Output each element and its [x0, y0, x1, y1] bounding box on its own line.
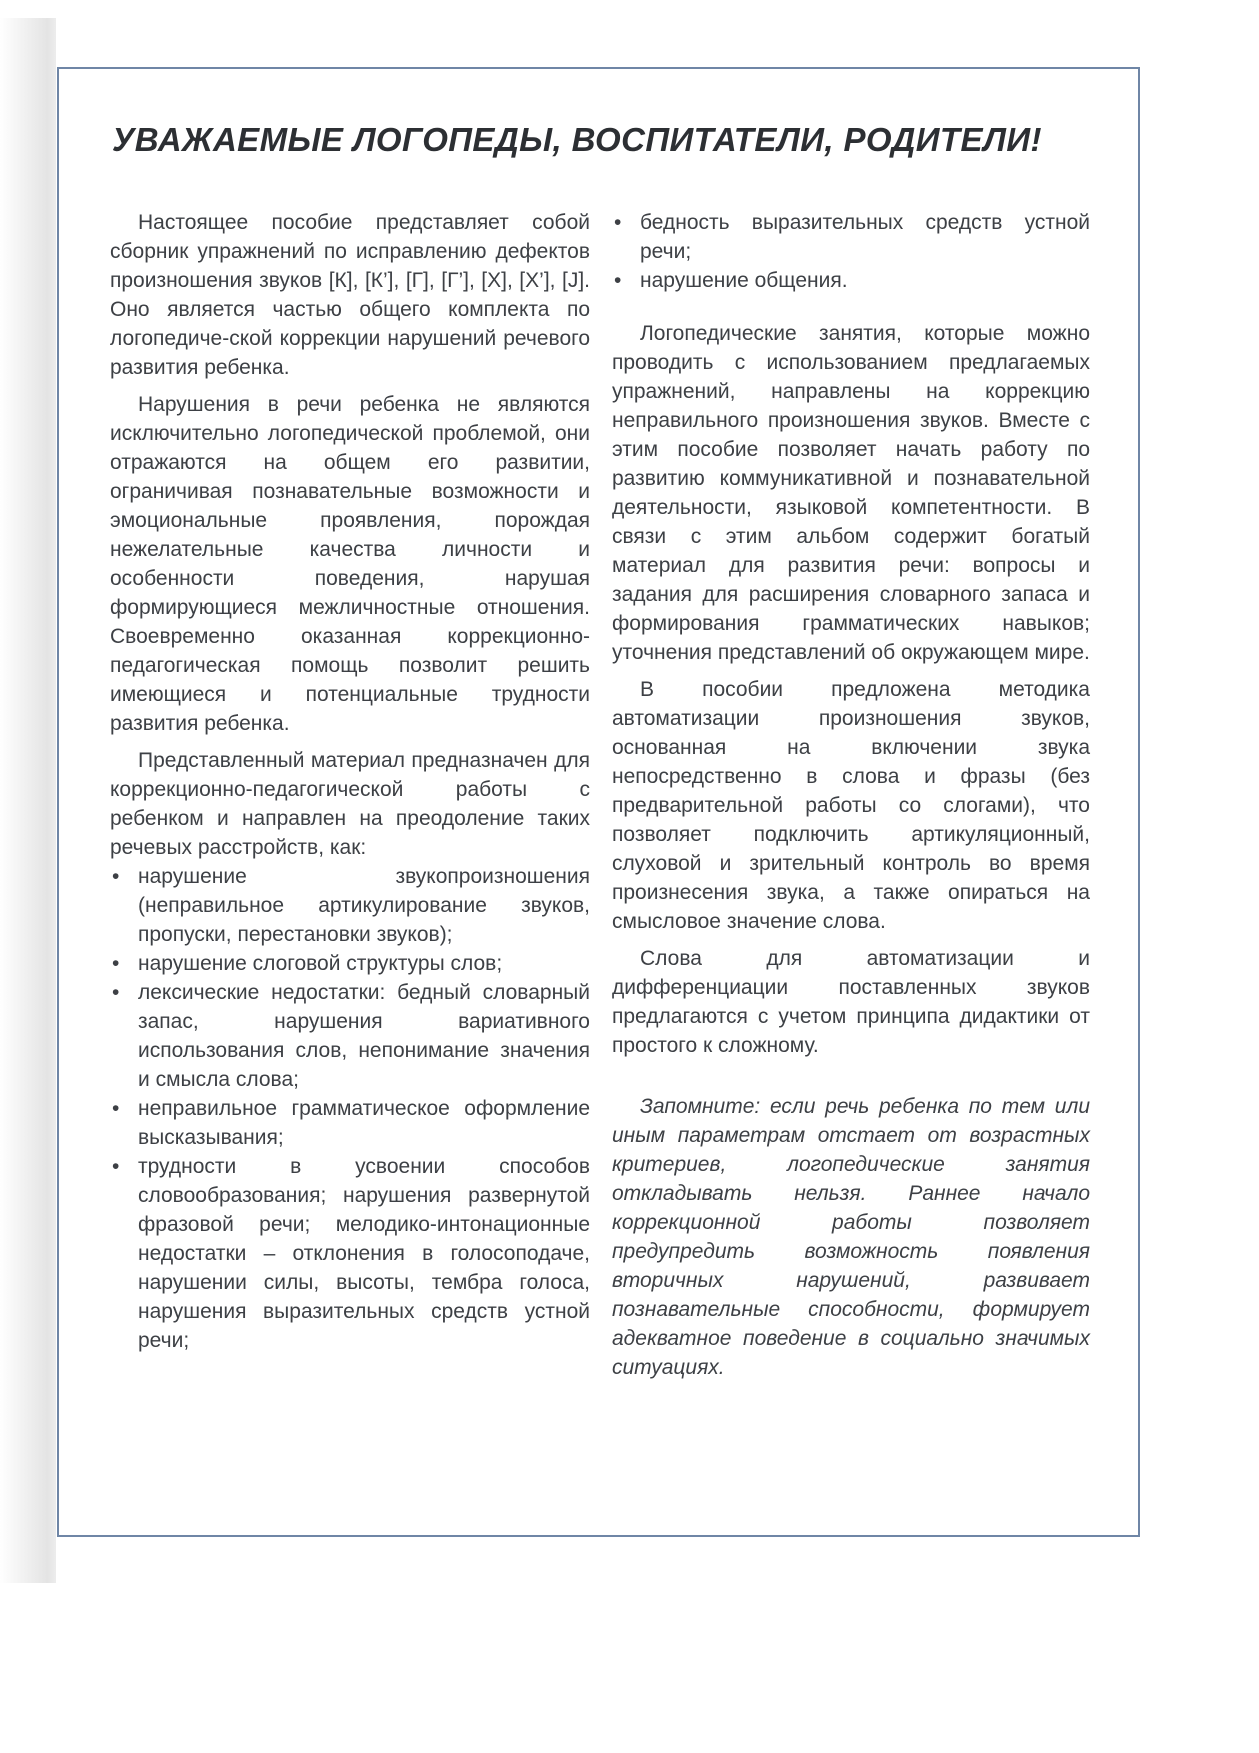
remember-note-paragraph: Запомните: если речь ребенка по тем или иным параметрам отстает от возрастных критериев, логопедические занятия откладывать нельзя. Раннее начало коррекционной работы позволяет предупредить возможность появления вторичных нарушений, развивает познавательные способности, формирует адекватное поведение в социально значимых ситуациях. — [612, 1095, 1090, 1379]
speech-therapy-paragraph: Логопедические занятия, которые можно проводить с использованием предлагаемых упражнений, направлены на коррекцию неправильного произношения звуков. Вместе с этим пособие позволяет начать работу по развитию коммуникативной и познавательной деятельности, языковой компетентности. В связи с этим альбом содержит богатый материал для развития речи: вопросы и задания для расширения словарного запаса и формирования грамматических навыков; уточнения представлений об окружающем мире. — [612, 322, 1090, 664]
list-item: • трудности в усвоении способов словообразования; нарушения развернутой фразовой речи; мелодико-интонационные недостатки – отклонения в голосоподаче, нарушении силы, высоты, тембра голоса, нарушения выразительных средств устной речи; — [110, 1152, 590, 1355]
list-item: • неправильное грамматическое оформление высказывания; — [110, 1094, 590, 1152]
left-column — [110, 208, 590, 1355]
list-item: • нарушение звукопроизношения (неправильное артикулирование звуков, пропуски, перестановки звуков); — [110, 862, 590, 949]
list-item: • бедность выразительных средств устной речи; — [612, 208, 1090, 266]
methodology-paragraph: В пособии предложена методика автоматизации произношения звуков, основанная на включении звука непосредственно в слова и фразы (без предварительной работы со слогами), что позволяет подключить артикуляционный, слуховой и зрительный контроль во время произнесения звука, а также опираться на смысловое значение слова. — [612, 678, 1090, 933]
differentiation-paragraph: Слова для автоматизации и дифференциации поставленных звуков предлагаются с учетом принципа дидактики от простого к сложному. — [612, 947, 1090, 1057]
scan-shadow-edge — [0, 18, 56, 1583]
bullet-icon: • — [614, 269, 622, 292]
speech-disorders-paragraph: Нарушения в речи ребенка не являются исключительно логопедической проблемой, они отражаются на общем его развитии, ограничивая познавательные возможности и эмоциональные проявления, порождая нежелательные качества личности и особенности поведения, нарушая формирующиеся межличностные отношения. Своевременно оказанная коррекционно-педагогическая помощь позволит решить имеющиеся и потенциальные трудности развития ребенка. — [110, 393, 590, 735]
intro-paragraph: Настоящее пособие представляет собой сборник упражнений по исправлению дефектов произношения звуков [К], [К’], [Г], [Г’], [Х], [Х’], [J]. Оно является частью общего комплекта по логопедиче-ской коррекции нарушений речевого развития ребенка. — [110, 211, 590, 379]
paragraph-gap — [612, 1068, 1090, 1092]
right-column — [612, 208, 1090, 1390]
bullet-icon: • — [112, 1155, 120, 1178]
list-item: • нарушение слоговой структуры слов; — [110, 949, 590, 978]
material-purpose-paragraph: Представленный материал предназначен для коррекционно-педагогической работы с ребенком и направлен на преодоление таких речевых расстройств, как: — [110, 749, 590, 859]
list-item: • нарушение общения. — [612, 266, 1090, 295]
page-title: УВАЖАЕМЫЕ ЛОГОПЕДЫ, ВОСПИТАТЕЛИ, РОДИТЕЛИ! — [112, 121, 1042, 158]
bullet-icon: • — [112, 981, 120, 1004]
bullet-icon: • — [614, 211, 622, 234]
disorders-list — [110, 862, 590, 1355]
paragraph-gap — [612, 295, 1090, 319]
bullet-icon: • — [112, 865, 120, 888]
list-item: • лексические недостатки: бедный словарный запас, нарушения вариативного использования слов, непонимание значения и смысла слова; — [110, 978, 590, 1094]
disorders-list-continued — [612, 208, 1090, 295]
bullet-icon: • — [112, 952, 120, 975]
bullet-icon: • — [112, 1097, 120, 1120]
